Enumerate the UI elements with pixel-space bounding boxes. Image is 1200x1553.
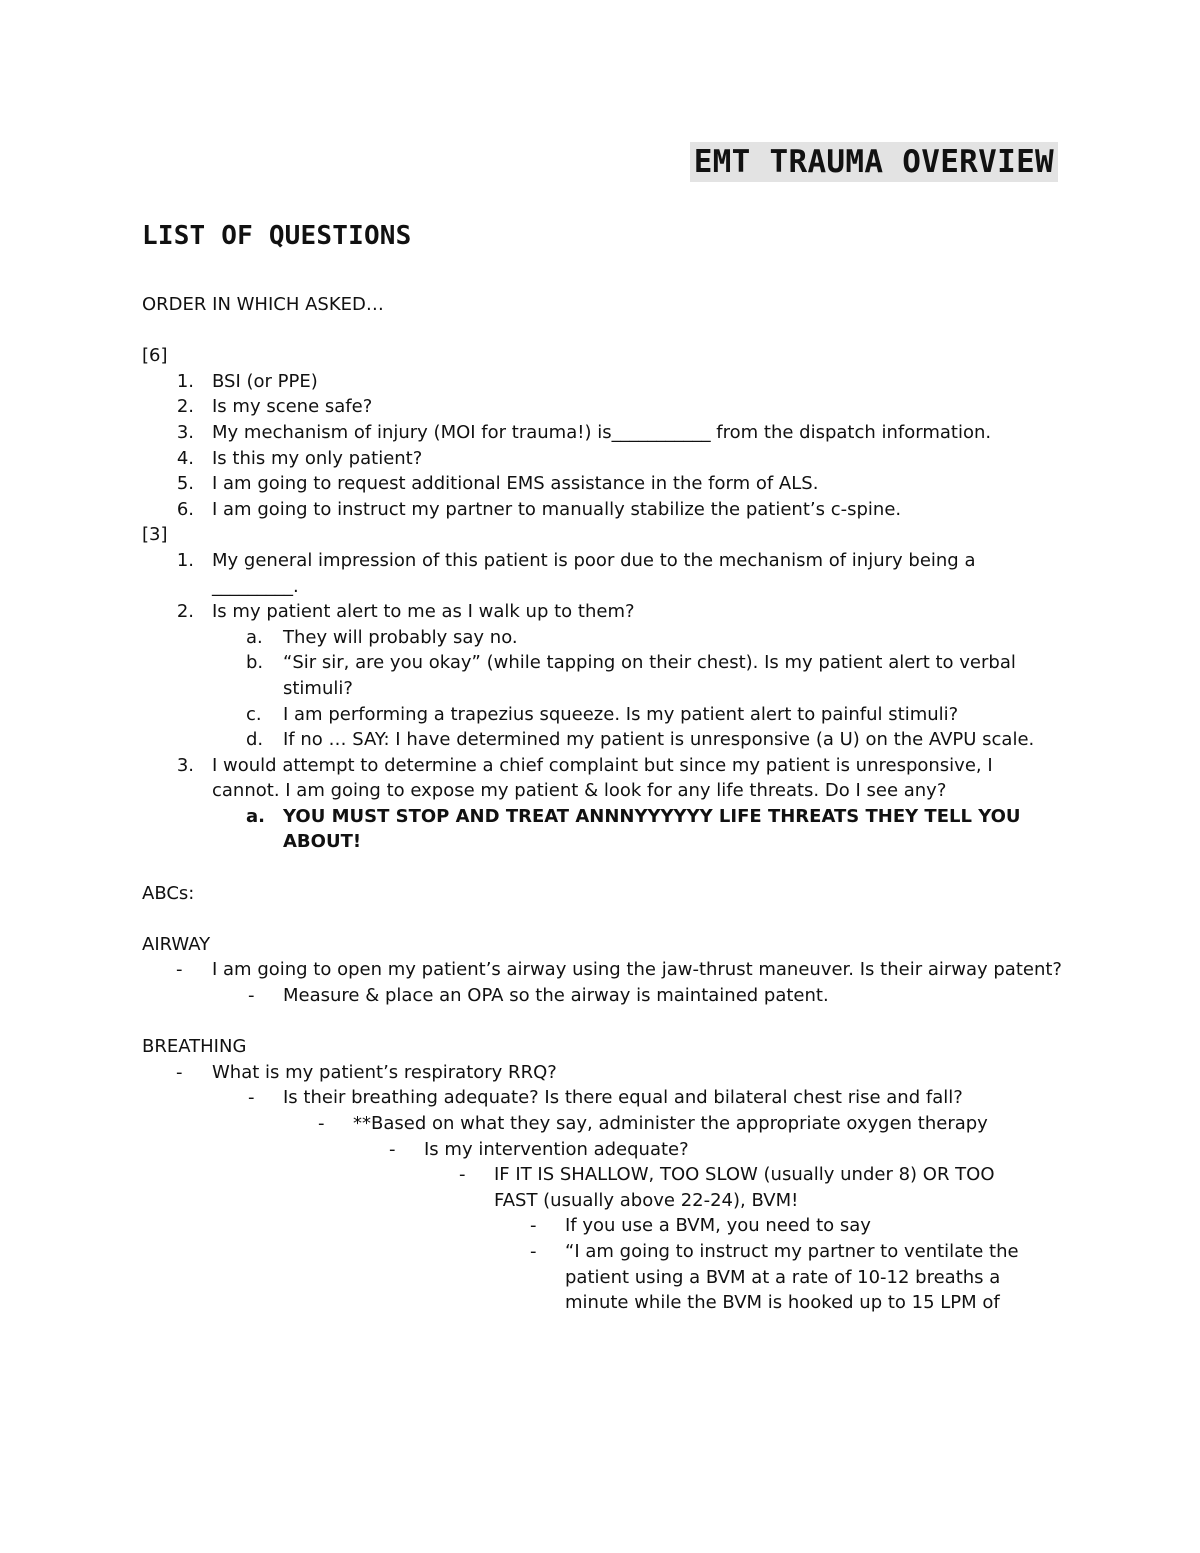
- bullet-item: - Is my intervention adequate?: [389, 1138, 689, 1160]
- group-label-6: [6]: [142, 345, 168, 367]
- sub-list-item-warning: a. YOU MUST STOP AND TREAT ANNNYYYYYY LIFE THREATS THEY TELL YOU ABOUT!: [246, 805, 1021, 853]
- bullet-item: - If you use a BVM, you need to say: [530, 1215, 871, 1237]
- section-heading: LIST OF QUESTIONS: [142, 221, 412, 251]
- list-item: 6. I am going to instruct my partner to manually stabilize the patient’s c-spine.: [176, 498, 902, 520]
- abcs-label: ABCs:: [142, 882, 195, 904]
- list-item: 2. Is my scene safe?: [176, 396, 373, 418]
- bullet-item: - Is their breathing adequate? Is there equal and bilateral chest rise and fall?: [248, 1087, 963, 1109]
- sub-list-item: c. I am performing a trapezius squeeze. Is my patient alert to painful stimuli?: [246, 703, 959, 725]
- bullet-item: - “I am going to instruct my partner to ventilate the patient using a BVM at a rate of 10-12 breaths a minute while the BVM is hooked up to 15 LPM of: [530, 1240, 1019, 1314]
- bullet-item: - **Based on what they say, administer the appropriate oxygen therapy: [318, 1113, 988, 1134]
- list-item: 1. My general impression of this patient is poor due to the mechanism of injury being a _________.: [176, 549, 976, 597]
- document-body: [142, 292, 1062, 1316]
- list-item: 3. My mechanism of injury (MOI for trauma!) is___________ from the dispatch information.: [176, 421, 992, 443]
- bullet-item: - What is my patient’s respiratory RRQ?: [176, 1061, 557, 1083]
- group-label-3: [3]: [142, 524, 168, 546]
- breathing-label: BREATHING: [142, 1036, 247, 1058]
- bullet-item: - IF IT IS SHALLOW, TOO SLOW (usually under 8) OR TOO FAST (usually above 22-24), BVM!: [459, 1164, 995, 1211]
- airway-label: AIRWAY: [142, 933, 211, 955]
- list-item: 4. Is this my only patient?: [176, 447, 423, 469]
- list-item: 3. I would attempt to determine a chief complaint but since my patient is unresponsive, I cannot. I am going to expose my patient & look for any life threats. Do I see any?: [176, 754, 993, 802]
- list-item: 2. Is my patient alert to me as I walk up to them?: [176, 601, 635, 623]
- bullet-item: - I am going to open my patient’s airway using the jaw-thrust maneuver. Is their airway patent?: [176, 959, 1062, 981]
- order-label: ORDER IN WHICH ASKED…: [142, 294, 384, 315]
- list-item: 1. BSI (or PPE): [176, 370, 318, 392]
- bullet-item: - Measure & place an OPA so the airway is maintained patent.: [248, 985, 829, 1007]
- list-item: 5. I am going to request additional EMS assistance in the form of ALS.: [176, 473, 819, 495]
- scene-size-up-list: [142, 369, 1062, 523]
- sub-list-item: a. They will probably say no.: [246, 626, 518, 648]
- sub-list-item: d. If no … SAY: I have determined my patient is unresponsive (a U) on the AVPU scale.: [246, 729, 1035, 751]
- primary-assessment-list: [142, 548, 1062, 855]
- sub-list-item: b. “Sir sir, are you okay” (while tapping on their chest). Is my patient alert to verbal stimuli?: [246, 652, 1016, 699]
- document-title: EMT TRAUMA OVERVIEW: [690, 142, 1058, 182]
